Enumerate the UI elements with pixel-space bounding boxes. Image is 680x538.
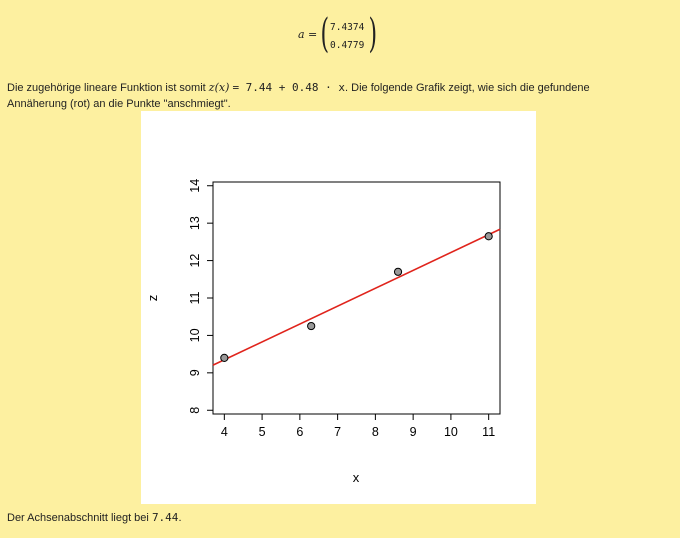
inline-formula-eq: = 7.44 + 0.48 · x [232,81,346,94]
y-tick-label: 11 [188,291,202,305]
data-point [485,233,492,240]
data-point [394,268,401,275]
x-axis [221,414,495,439]
x-tick-label: 4 [220,425,228,439]
paragraph-text-2: . Die folgende Grafik zeigt, wie sich die gefundene [345,82,590,94]
description-paragraph [7,80,673,112]
y-tick-label: 13 [188,216,202,231]
footer-end: . [178,512,182,524]
regression-line [213,229,500,365]
data-point [221,354,228,361]
data-point [308,322,315,329]
vector-entry-1: 7.4374 [330,22,365,33]
paragraph-text-3: Annäherung (rot) an die Punkte "anschmiegt". [7,98,231,110]
y-tick-label: 10 [188,328,202,343]
y-axis [188,179,213,414]
footer-label: Der Achsenabschnitt liegt bei [7,512,149,524]
footer-value: 7.44 [151,511,179,524]
right-paren: ) [368,11,378,57]
vector-entry-2: 0.4779 [330,40,365,51]
y-tick-label: 9 [188,369,202,377]
x-tick-label: 6 [296,425,304,439]
left-paren: ( [320,11,330,57]
inline-formula-fn: z(x) [208,81,230,94]
y-tick-label: 8 [188,406,202,414]
x-tick-label: 11 [482,425,496,439]
x-tick-label: 7 [334,425,342,439]
x-axis-label: x [352,470,360,485]
paragraph-text-1: Die zugehörige lineare Funktion ist somit [7,82,206,94]
footer-text [7,511,182,524]
x-tick-label: 9 [409,425,417,439]
vector-formula [0,11,680,57]
y-axis-label: z [145,294,160,302]
plot-container [141,111,536,504]
x-tick-label: 10 [443,425,458,439]
formula-lhs: a = [298,28,318,41]
x-tick-label: 5 [258,425,266,439]
scatter-plot [141,111,536,504]
y-tick-label: 14 [188,178,202,193]
y-tick-label: 12 [188,253,202,268]
x-tick-label: 8 [371,425,379,439]
